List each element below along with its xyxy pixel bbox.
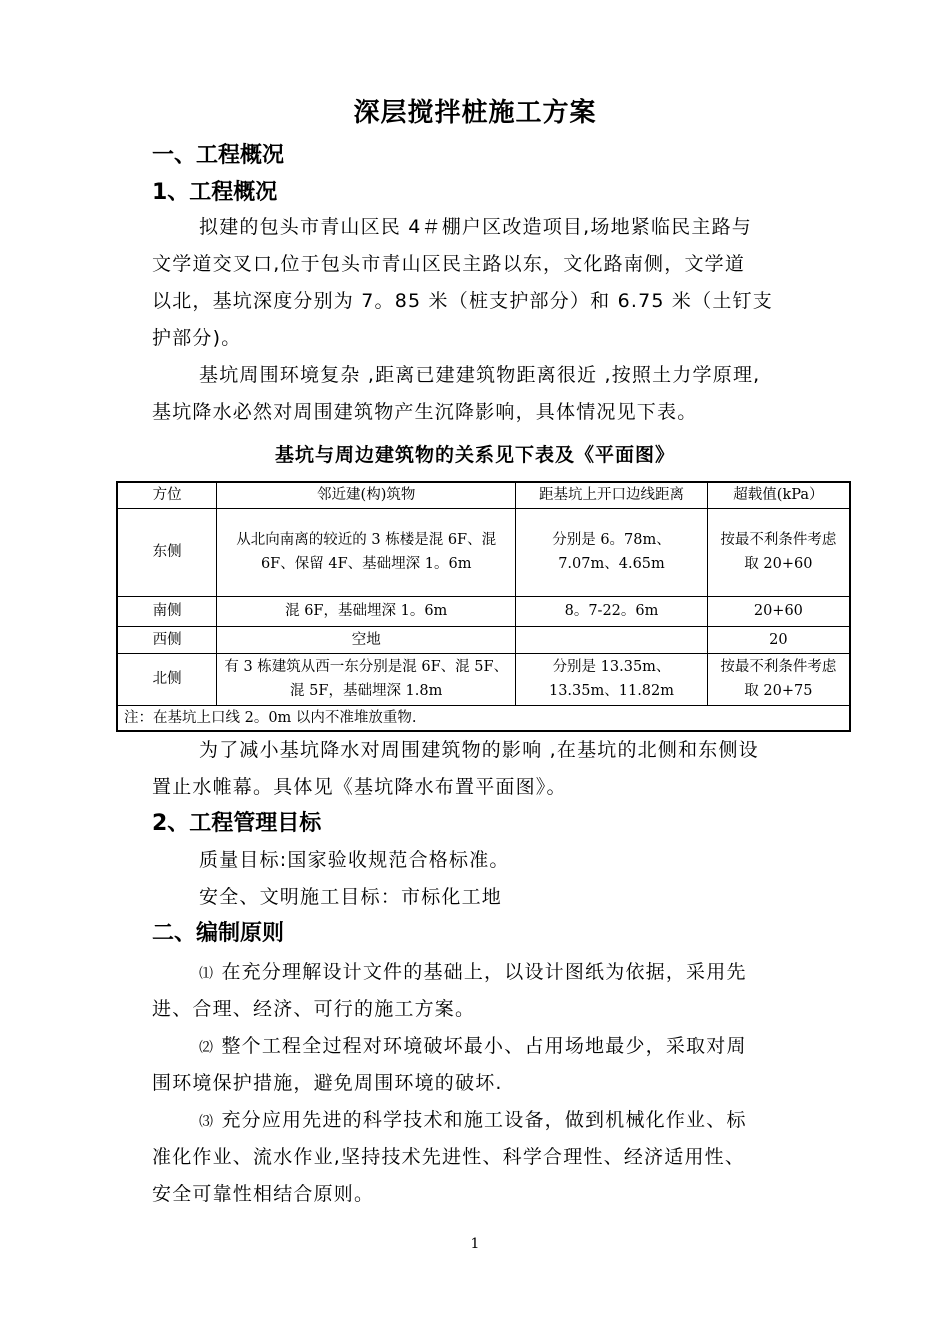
item-number: ⑶: [199, 1114, 215, 1130]
table-cell: 从北向南离的较近的 3 栋楼是混 6F、混 6F、保留 4F、基础埋深 1。6m: [217, 508, 516, 596]
table-row: [117, 653, 850, 705]
safety-goal: 安全、文明施工目标：市标化工地: [199, 886, 503, 908]
table-header-row: [117, 482, 850, 508]
section-heading-overview: 一、工程概况: [152, 143, 285, 168]
table-cell: 南侧: [117, 596, 217, 626]
item-number: ⑵: [199, 1040, 215, 1056]
table-cell: 空地: [217, 626, 516, 653]
document-title: 深层搅拌桩施工方案: [353, 98, 597, 128]
principle-item-1: [199, 954, 747, 993]
item-text: 在充分理解设计文件的基础上，以设计图纸为依据，采用先: [221, 961, 747, 983]
paragraph-line: 护部分)。: [152, 327, 242, 349]
principle-item-3: [199, 1102, 747, 1141]
item-text: 整个工程全过程对环境破坏最小、占用场地最少，采取对周: [221, 1035, 747, 1057]
table-cell: 东侧: [117, 508, 217, 596]
subsection-heading-goals: 2、工程管理目标: [152, 811, 322, 836]
table-cell: 西侧: [117, 626, 217, 653]
table-header-cell: 超载值(kPa）: [707, 482, 850, 508]
table-caption: 基坑与周边建筑物的关系见下表及《平面图》: [274, 444, 675, 466]
table-header-cell: 邻近建(构)筑物: [217, 482, 516, 508]
paragraph-line: 置止水帷幕。具体见《基坑降水布置平面图》。: [152, 776, 567, 798]
table-cell: 分别是 13.35m、13.35m、11.82m: [516, 653, 708, 705]
paragraph-line: 准化作业、流水作业,坚持技术先进性、科学合理性、经济适用性、: [152, 1146, 746, 1168]
quality-goal: 质量目标:国家验收规范合格标准。: [199, 849, 510, 871]
table-cell: 混 6F，基础埋深 1。6m: [217, 596, 516, 626]
paragraph-line: 安全可靠性相结合原则。: [152, 1183, 375, 1205]
table-row: [117, 626, 850, 653]
paragraph-line: 进、合理、经济、可行的施工方案。: [152, 998, 476, 1020]
table-cell: [516, 626, 708, 653]
table-cell: 有 3 栋建筑从西一东分别是混 6F、混 5F、混 5F，基础埋深 1.8m: [217, 653, 516, 705]
table-row: [117, 596, 850, 626]
item-number: ⑴: [199, 966, 215, 982]
table-note: 注：在基坑上口线 2。0m 以内不准堆放重物.: [117, 705, 850, 731]
principle-item-2: [199, 1028, 747, 1067]
table-cell: 分别是 6。78m、7.07m、4.65m: [516, 508, 708, 596]
table-header-cell: 方位: [117, 482, 217, 508]
table-cell: 按最不利条件考虑取 20+60: [707, 508, 850, 596]
paragraph-line: 基坑降水必然对周围建筑物产生沉降影响，具体情况见下表。: [152, 401, 698, 423]
paragraph-line: 拟建的包头市青山区民 4＃棚户区改造项目,场地紧临民主路与: [199, 216, 752, 238]
paragraph-line: 文学道交叉口,位于包头市青山区民主路以东，文化路南侧，文学道: [152, 253, 746, 275]
table-cell: 北侧: [117, 653, 217, 705]
section-heading-principles: 二、编制原则: [152, 921, 285, 946]
subsection-heading-overview: 1、工程概况: [152, 180, 278, 205]
paragraph-line: 基坑周围环境复杂 ,距离已建建筑物距离很近 ,按照土力学原理,: [199, 364, 761, 386]
paragraph-line: 围环境保护措施，避免周围环境的破坏.: [152, 1072, 503, 1094]
relationship-table: [116, 481, 851, 732]
table-cell: 20+60: [707, 596, 850, 626]
page-number: 1: [470, 1236, 480, 1252]
table-row: [117, 508, 850, 596]
table-cell: 按最不利条件考虑取 20+75: [707, 653, 850, 705]
table-cell: 8。7-22。6m: [516, 596, 708, 626]
table-header-cell: 距基坑上开口边线距离: [516, 482, 708, 508]
paragraph-line: 为了减小基坑降水对周围建筑物的影响 ,在基坑的北侧和东侧设: [199, 739, 759, 761]
table-cell: 20: [707, 626, 850, 653]
item-text: 充分应用先进的科学技术和施工设备，做到机械化作业、标: [221, 1109, 747, 1131]
paragraph-line: 以北，基坑深度分别为 7。85 米（桩支护部分）和 6.75 米（土钉支: [152, 290, 773, 312]
table-note-row: [117, 705, 850, 731]
